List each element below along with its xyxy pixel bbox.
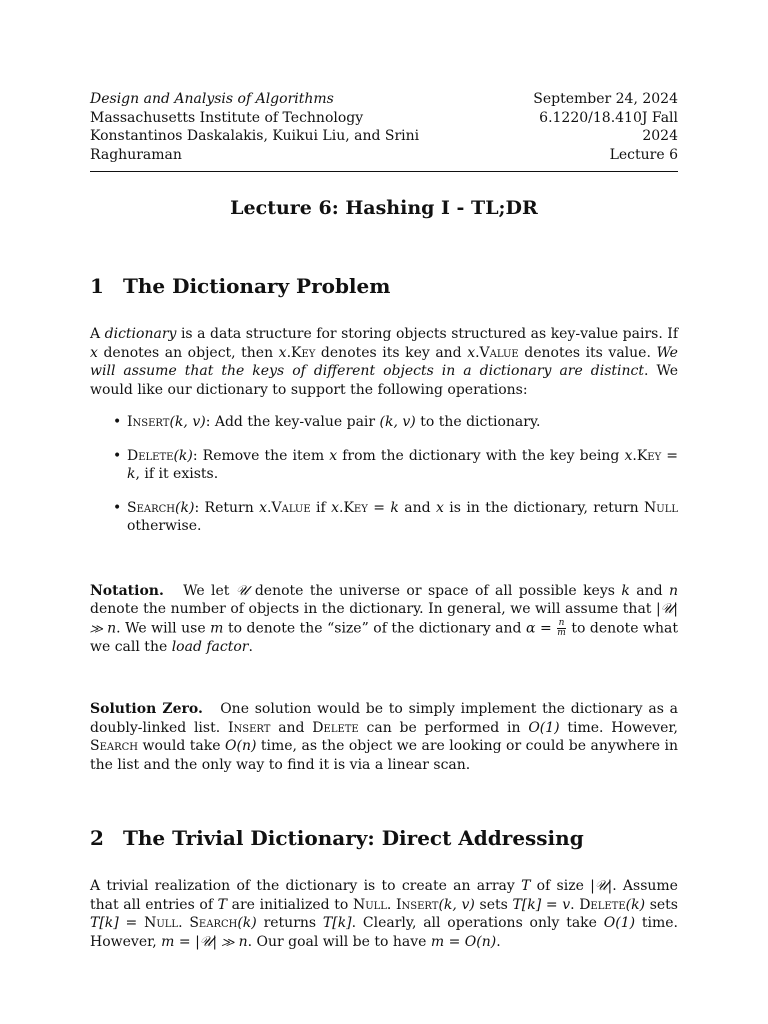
text-run: and: [270, 719, 313, 736]
operation-name: Search: [127, 499, 176, 516]
fraction-numerator: n: [558, 617, 565, 628]
lecture-page: [90, 90, 678, 951]
operation-name: Delete: [127, 447, 174, 464]
page-title: Lecture 6: Hashing I - TL;DR: [230, 197, 538, 219]
text-run: , if it exists.: [135, 466, 219, 482]
section-heading: [90, 825, 678, 851]
math-expression: T[k] = v: [512, 896, 571, 913]
math-symbol: x: [331, 499, 339, 516]
text-run: if: [310, 499, 332, 516]
operations-list: [90, 413, 678, 536]
text-run: A trivial realization of the dictionary is to create an array: [90, 878, 522, 894]
math-symbol: (k, v): [379, 414, 416, 430]
math-symbol: k: [621, 582, 630, 599]
text-run: is in the dictionary, return: [443, 499, 645, 516]
text-run: is a data structure for storing objects structured as key-value pairs. If: [176, 326, 679, 342]
paragraph-label: Solution Zero.: [90, 701, 203, 717]
operation-name: Search: [90, 738, 139, 754]
math-expression: |𝒰|: [590, 878, 613, 894]
math-symbol: 𝒰: [235, 582, 249, 599]
math-expression: T[k] =: [90, 915, 145, 931]
math-symbol: x: [278, 344, 287, 361]
math-symbol: x: [467, 344, 476, 361]
text-run: returns: [256, 915, 323, 931]
text-run: denotes its key and: [315, 344, 468, 361]
bullet: •: [113, 499, 122, 516]
header-left: [90, 90, 504, 164]
text-run: sets: [474, 896, 513, 913]
text-run: otherwise.: [127, 518, 202, 534]
text-run: of size: [530, 878, 591, 894]
text-run: .: [632, 447, 637, 464]
text-run: sets: [645, 896, 678, 913]
section-number: 1: [90, 274, 104, 298]
text-run: A: [90, 326, 105, 342]
operation-name: Search: [189, 915, 238, 931]
text-run: : Add the key-value pair: [205, 414, 380, 430]
text-run: and: [398, 499, 436, 516]
text-run: denote the universe or space of all possible keys: [248, 582, 622, 599]
math-symbol: (k, v): [438, 896, 475, 913]
bullet: •: [113, 447, 122, 464]
section-title: The Trivial Dictionary: Direct Addressing: [123, 826, 584, 850]
math-expression: α =: [526, 620, 557, 636]
text-run: .: [570, 896, 580, 913]
text-run: time. However,: [90, 915, 678, 950]
math-expression: T[k]: [322, 915, 352, 931]
smallcaps-term: Null: [352, 896, 387, 913]
lecture-number: Lecture 6: [609, 146, 678, 163]
notation-paragraph: [90, 582, 678, 657]
institution: Massachusetts Institute of Technology: [90, 109, 364, 126]
bullet: •: [113, 414, 122, 430]
smallcaps-term: Value: [479, 344, 519, 361]
math-expression: |𝒰| ≫ n: [90, 601, 678, 636]
section-title: The Dictionary Problem: [123, 274, 391, 298]
text-run: : Remove the item: [192, 447, 330, 464]
text-run: .: [386, 896, 396, 913]
operation-name: Insert: [227, 719, 271, 736]
header-rule: [90, 171, 678, 172]
math-expression: m = |𝒰| ≫ n: [161, 933, 248, 950]
text-run: denote the number of objects in the dictionary. In general, we will assume that: [90, 601, 656, 617]
text-run: to denote the “size” of the dictionary and: [223, 620, 527, 636]
math-symbol: x: [435, 499, 444, 516]
text-run: time, as the object we are looking or could be anywhere in the list and the only way to find it is via a linear scan.: [90, 738, 678, 773]
page-header: [90, 90, 678, 164]
text-run: One solution would be to simply implement the dictionary as a doubly-linked list.: [90, 701, 678, 736]
lecture-date: September 24, 2024: [533, 91, 678, 107]
math-symbol: m: [210, 620, 224, 636]
text-run: denotes an object, then: [97, 344, 279, 361]
math-symbol: T: [217, 896, 227, 913]
text-run: .: [339, 499, 344, 516]
text-run: denotes its value.: [518, 344, 657, 361]
math-symbol: (k): [175, 499, 195, 516]
math-expression: O(n): [225, 738, 257, 754]
text-run: time. However,: [559, 719, 678, 736]
header-right: [504, 90, 678, 164]
emphasis-text: dictionary: [104, 326, 177, 342]
emphasis-text: load factor: [171, 638, 249, 655]
math-symbol: x: [90, 344, 98, 361]
operation-name: Delete: [579, 896, 626, 913]
text-run: can be performed in: [358, 719, 529, 736]
operation-name: Delete: [312, 719, 359, 736]
text-run: .: [496, 933, 501, 950]
direct-addressing-paragraph: [90, 877, 678, 951]
emphasis-text: We will assume that the keys of different objects in a dictionary are distinct: [90, 344, 678, 379]
solution-zero-paragraph: [90, 700, 678, 774]
instructors: Konstantinos Daskalakis, Kuikui Liu, and Srini Raghuraman: [90, 128, 420, 163]
math-symbol: (k): [173, 447, 193, 464]
text-run: .: [248, 638, 253, 655]
math-symbol: n: [668, 582, 678, 599]
text-run: . Clearly, all operations only take: [351, 915, 604, 931]
course-name: Design and Analysis of Algorithms: [90, 91, 334, 107]
smallcaps-term: Key: [636, 447, 662, 464]
math-symbol: (k, v): [169, 414, 206, 430]
text-run: are initialized to: [227, 896, 353, 913]
text-run: : Return: [194, 499, 260, 516]
math-symbol: x: [329, 447, 338, 464]
math-expression: O(1): [603, 915, 636, 931]
smallcaps-term: Value: [271, 499, 311, 516]
smallcaps-term: Key: [291, 344, 316, 361]
math-symbol: = k: [127, 447, 678, 482]
list-item: [90, 413, 678, 432]
list-item: [90, 499, 678, 536]
math-expression: m = O(n): [430, 933, 497, 950]
text-run: . We will use: [116, 620, 211, 636]
text-run: .: [475, 344, 480, 361]
text-run: to denote what we call the: [90, 620, 679, 655]
smallcaps-term: Key: [343, 499, 368, 516]
text-run: .: [267, 499, 272, 516]
smallcaps-term: Null: [644, 499, 678, 516]
course-number: 6.1220/18.410J Fall 2024: [539, 109, 678, 144]
math-symbol: T: [521, 878, 531, 894]
text-run: . We would like our dictionary to support the following operations:: [90, 363, 678, 398]
text-run: .: [286, 344, 292, 361]
math-symbol: (k): [625, 896, 646, 913]
math-symbol: = k: [367, 499, 399, 516]
operation-name: Insert: [396, 896, 439, 913]
text-run: would take: [138, 738, 226, 754]
text-run: and: [629, 582, 669, 599]
text-run: . Our goal will be to have: [247, 933, 431, 950]
fraction-denominator: m: [557, 627, 566, 638]
math-symbol: (k): [237, 915, 257, 931]
text-run: We let: [183, 582, 236, 599]
text-run: .: [178, 915, 190, 931]
math-expression: O(1): [528, 719, 560, 736]
math-symbol: x: [624, 447, 633, 464]
text-run: . Assume that all entries of: [90, 878, 678, 913]
text-run: to the dictionary.: [415, 414, 541, 430]
math-symbol: x: [259, 499, 268, 516]
paragraph-label: Notation.: [90, 582, 164, 599]
list-item: [90, 447, 678, 484]
dictionary-intro-paragraph: [90, 325, 678, 399]
smallcaps-term: Null: [144, 915, 179, 931]
section-heading: [90, 273, 678, 299]
section-number: 2: [90, 826, 104, 850]
operation-name: Insert: [127, 414, 170, 430]
text-run: from the dictionary with the key being: [337, 447, 625, 464]
load-factor-fraction: [557, 619, 566, 638]
